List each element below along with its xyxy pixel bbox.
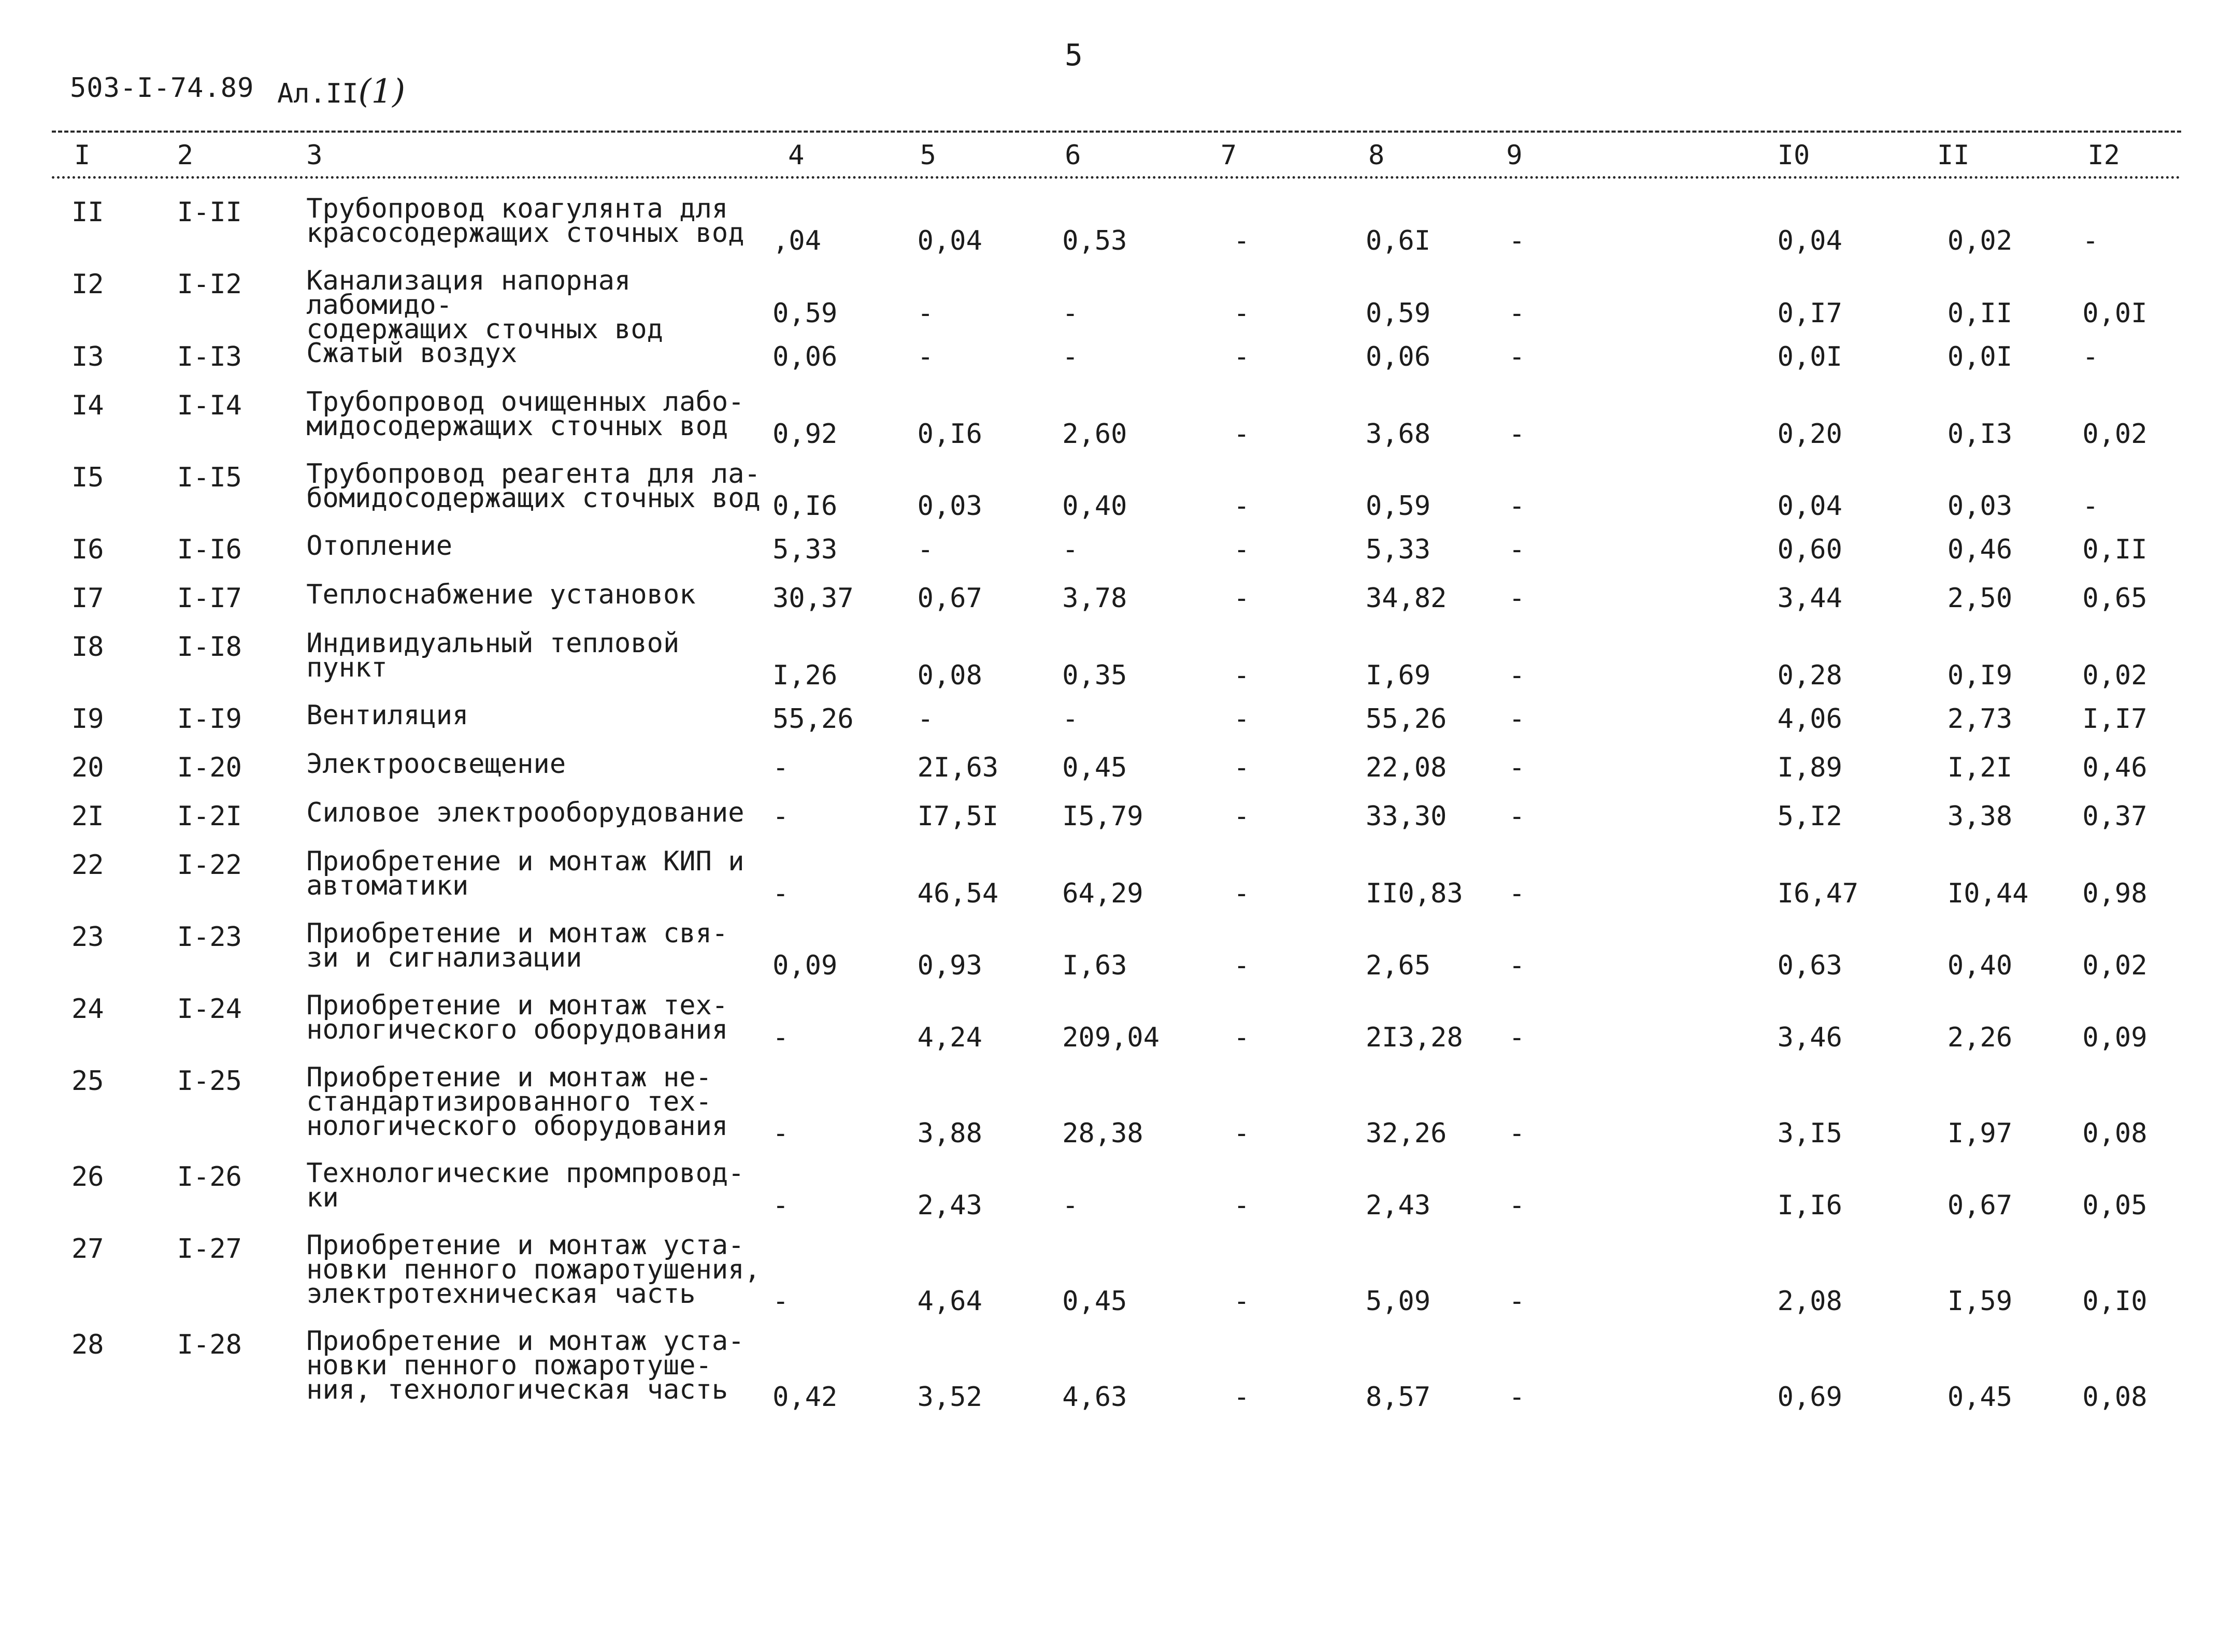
cell-col-10: 0,20 bbox=[1777, 419, 1842, 450]
row-name-line: Вентиляция bbox=[306, 700, 469, 731]
cell-col-8: 0,06 bbox=[1365, 341, 1431, 373]
cell-col-7: - bbox=[1233, 1022, 1250, 1054]
row-name-line: нологического оборудования bbox=[306, 1110, 728, 1142]
column-header: 3 bbox=[306, 140, 323, 171]
cell-col-4: 30,37 bbox=[772, 583, 854, 614]
cell-col-11: 2,73 bbox=[1947, 703, 2013, 735]
cell-col-7: - bbox=[1233, 950, 1250, 982]
cell-col-8: 2I3,28 bbox=[1365, 1022, 1463, 1054]
cell-col-6: 0,35 bbox=[1062, 660, 1127, 692]
cell-col-8: II0,83 bbox=[1365, 878, 1463, 910]
cell-col-7: - bbox=[1233, 660, 1250, 692]
row-name-line: зи и сигнализации bbox=[306, 942, 582, 974]
cell-col-6: I5,79 bbox=[1062, 801, 1143, 832]
cell-col-6: 64,29 bbox=[1062, 878, 1143, 910]
row-code: I-I7 bbox=[177, 583, 242, 614]
cell-col-8: 55,26 bbox=[1365, 703, 1447, 735]
cell-col-4: ,04 bbox=[772, 225, 822, 256]
cell-col-9: - bbox=[1509, 491, 1525, 522]
cell-col-6: 209,04 bbox=[1062, 1022, 1160, 1054]
column-header: 2 bbox=[177, 140, 194, 171]
row-name bbox=[306, 530, 772, 583]
cell-col-10: 0,60 bbox=[1777, 534, 1842, 566]
cell-col-11: I,59 bbox=[1947, 1286, 2013, 1317]
row-name-line: Приобретение и монтаж уста- bbox=[306, 1326, 744, 1357]
cell-col-11: 2,50 bbox=[1947, 583, 2013, 614]
cell-col-4: - bbox=[772, 1022, 789, 1054]
cell-col-10: 0,28 bbox=[1777, 660, 1842, 692]
cell-col-4: 0,I6 bbox=[772, 491, 838, 522]
cell-col-5: 0,03 bbox=[917, 491, 982, 522]
table-row bbox=[71, 752, 2234, 801]
row-number: I2 bbox=[71, 269, 104, 300]
column-header: I0 bbox=[1777, 140, 1810, 171]
row-name-line: Отопление bbox=[306, 530, 452, 562]
cell-col-6: - bbox=[1062, 703, 1079, 735]
cell-col-12: 0,09 bbox=[2082, 1022, 2147, 1054]
cell-col-7: - bbox=[1233, 703, 1250, 735]
row-name-line: электротехническая часть bbox=[306, 1278, 696, 1310]
row-name-line: новки пенного пожаротуше- bbox=[306, 1350, 712, 1382]
cell-col-11: I,97 bbox=[1947, 1118, 2013, 1150]
cell-col-4: - bbox=[772, 1286, 789, 1317]
cell-col-5: - bbox=[917, 534, 934, 566]
cell-col-6: I,63 bbox=[1062, 950, 1127, 982]
column-header: 6 bbox=[1065, 140, 1081, 171]
cell-col-9: - bbox=[1509, 298, 1525, 329]
cell-col-8: 8,57 bbox=[1365, 1382, 1431, 1413]
cell-col-9: - bbox=[1509, 225, 1525, 256]
cell-col-11: 3,38 bbox=[1947, 801, 2013, 832]
cell-col-11: 2,26 bbox=[1947, 1022, 2013, 1054]
row-number: 28 bbox=[71, 1329, 104, 1361]
table-row bbox=[71, 994, 2234, 1066]
row-name-line: Трубопровод коагулянта для bbox=[306, 193, 728, 224]
table-body bbox=[71, 177, 2234, 1425]
row-name bbox=[306, 458, 772, 534]
table-row bbox=[71, 462, 2234, 534]
row-name-line: содержащих сточных вод bbox=[306, 313, 663, 345]
cell-col-4: - bbox=[772, 1190, 789, 1222]
column-header: 4 bbox=[788, 140, 805, 171]
cell-col-5: 2I,63 bbox=[917, 752, 999, 784]
row-name bbox=[306, 1158, 772, 1233]
column-header: I2 bbox=[2087, 140, 2120, 171]
row-name-line: новки пенного пожаротушения, bbox=[306, 1254, 761, 1286]
cell-col-4: 5,33 bbox=[772, 534, 838, 566]
cell-col-10: 0,I7 bbox=[1777, 298, 1842, 329]
cell-col-12: 0,II bbox=[2082, 534, 2147, 566]
cell-col-11: 0,46 bbox=[1947, 534, 2013, 566]
row-name-line: Приобретение и монтаж уста- bbox=[306, 1230, 744, 1261]
cell-col-10: 4,06 bbox=[1777, 703, 1842, 735]
row-name bbox=[306, 700, 772, 752]
row-number: I3 bbox=[71, 341, 104, 373]
column-header-row bbox=[71, 134, 2234, 177]
row-code: I-28 bbox=[177, 1329, 242, 1361]
row-name-line: Индивидуальный тепловой bbox=[306, 628, 680, 659]
cell-col-7: - bbox=[1233, 752, 1250, 784]
cell-col-4: 0,06 bbox=[772, 341, 838, 373]
row-name-line: Приобретение и монтаж тех- bbox=[306, 990, 728, 1022]
cell-col-11: 0,02 bbox=[1947, 225, 2013, 256]
cell-col-6: 0,45 bbox=[1062, 1286, 1127, 1317]
cell-col-12: 0,37 bbox=[2082, 801, 2147, 832]
row-name-line: Трубопровод реагента для ла- bbox=[306, 458, 761, 490]
cell-col-6: - bbox=[1062, 1190, 1079, 1222]
cell-col-12: 0,98 bbox=[2082, 878, 2147, 910]
cell-col-9: - bbox=[1509, 341, 1525, 373]
cell-col-9: - bbox=[1509, 419, 1525, 450]
cell-col-5: 0,04 bbox=[917, 225, 982, 256]
cell-col-12: 0,0I bbox=[2082, 298, 2147, 329]
row-name-line: Приобретение и монтаж не- bbox=[306, 1062, 712, 1094]
cell-col-12: 0,02 bbox=[2082, 419, 2147, 450]
cell-col-5: 0,08 bbox=[917, 660, 982, 692]
cost-table bbox=[71, 134, 2234, 1425]
column-header: 9 bbox=[1506, 140, 1523, 171]
cell-col-11: 0,67 bbox=[1947, 1190, 2013, 1222]
cell-col-11: I0,44 bbox=[1947, 878, 2029, 910]
cell-col-9: - bbox=[1509, 1022, 1525, 1054]
row-name bbox=[306, 797, 772, 850]
row-number: I4 bbox=[71, 390, 104, 422]
row-name-line: пункт bbox=[306, 652, 388, 684]
row-name-line: Трубопровод очищенных лабо- bbox=[306, 386, 744, 418]
cell-col-10: 3,46 bbox=[1777, 1022, 1842, 1054]
row-number: 23 bbox=[71, 922, 104, 953]
table-row bbox=[71, 534, 2234, 583]
table-row bbox=[71, 850, 2234, 922]
page-number: 5 bbox=[1065, 37, 1083, 73]
cell-col-12: - bbox=[2082, 491, 2099, 522]
cell-col-6: 2,60 bbox=[1062, 419, 1127, 450]
cell-col-11: I,2I bbox=[1947, 752, 2013, 784]
table-row bbox=[71, 269, 2234, 341]
table-row bbox=[71, 583, 2234, 631]
cell-col-11: 0,0I bbox=[1947, 341, 2013, 373]
cell-col-8: 5,09 bbox=[1365, 1286, 1431, 1317]
cell-col-7: - bbox=[1233, 298, 1250, 329]
row-code: I-I9 bbox=[177, 703, 242, 735]
cell-col-12: 0,02 bbox=[2082, 950, 2147, 982]
row-number: I9 bbox=[71, 703, 104, 735]
cell-col-10: I6,47 bbox=[1777, 878, 1859, 910]
row-code: I-24 bbox=[177, 994, 242, 1025]
table-row bbox=[71, 1329, 2234, 1425]
cell-col-5: 0,I6 bbox=[917, 419, 982, 450]
row-code: I-I6 bbox=[177, 534, 242, 566]
cell-col-6: - bbox=[1062, 298, 1079, 329]
row-name bbox=[306, 265, 772, 345]
row-code: I-22 bbox=[177, 850, 242, 881]
cell-col-4: 55,26 bbox=[772, 703, 854, 735]
row-name-line: Приобретение и монтаж свя- bbox=[306, 918, 728, 950]
cell-col-4: 0,59 bbox=[772, 298, 838, 329]
cell-col-11: 0,40 bbox=[1947, 950, 2013, 982]
cell-col-8: 22,08 bbox=[1365, 752, 1447, 784]
cell-col-10: 0,63 bbox=[1777, 950, 1842, 982]
row-name bbox=[306, 990, 772, 1066]
cell-col-5: 0,67 bbox=[917, 583, 982, 614]
cell-col-5: 3,52 bbox=[917, 1382, 982, 1413]
column-header: II bbox=[1937, 140, 1970, 171]
row-code: I-I3 bbox=[177, 341, 242, 373]
cell-col-10: 0,04 bbox=[1777, 491, 1842, 522]
cell-col-5: I7,5I bbox=[917, 801, 999, 832]
row-number: 27 bbox=[71, 1233, 104, 1265]
cell-col-6: 3,78 bbox=[1062, 583, 1127, 614]
row-number: II bbox=[71, 197, 104, 228]
table-row bbox=[71, 1161, 2234, 1233]
cell-col-6: 4,63 bbox=[1062, 1382, 1127, 1413]
cell-col-5: 4,24 bbox=[917, 1022, 982, 1054]
row-name-line: Теплоснабжение установок bbox=[306, 579, 696, 611]
row-name-line: мидосодержащих сточных вод bbox=[306, 411, 728, 442]
cell-col-9: - bbox=[1509, 1286, 1525, 1317]
sheet-reference bbox=[277, 73, 405, 111]
cell-col-4: 0,42 bbox=[772, 1382, 838, 1413]
row-name bbox=[306, 846, 772, 922]
cell-col-10: 0,0I bbox=[1777, 341, 1842, 373]
cell-col-8: 0,59 bbox=[1365, 491, 1431, 522]
row-code: I-27 bbox=[177, 1233, 242, 1265]
cell-col-8: 34,82 bbox=[1365, 583, 1447, 614]
sheet-suffix: (1) bbox=[358, 73, 406, 111]
cell-col-6: 0,40 bbox=[1062, 491, 1127, 522]
row-code: I-I8 bbox=[177, 631, 242, 663]
row-number: 20 bbox=[71, 752, 104, 784]
cell-col-11: 0,I3 bbox=[1947, 419, 2013, 450]
row-number: I7 bbox=[71, 583, 104, 614]
cell-col-12: - bbox=[2082, 341, 2099, 373]
row-number: I5 bbox=[71, 462, 104, 494]
cell-col-9: - bbox=[1509, 1118, 1525, 1150]
cell-col-7: - bbox=[1233, 1190, 1250, 1222]
cell-col-12: I,I7 bbox=[2082, 703, 2147, 735]
cell-col-7: - bbox=[1233, 491, 1250, 522]
cell-col-8: 0,6I bbox=[1365, 225, 1431, 256]
cell-col-12: 0,46 bbox=[2082, 752, 2147, 784]
cell-col-6: 28,38 bbox=[1062, 1118, 1143, 1150]
row-number: I8 bbox=[71, 631, 104, 663]
row-name-line: стандартизированного тех- bbox=[306, 1086, 712, 1118]
row-name bbox=[306, 193, 772, 269]
row-number: 24 bbox=[71, 994, 104, 1025]
row-name-line: нологического оборудования bbox=[306, 1014, 728, 1046]
cell-col-8: 2,43 bbox=[1365, 1190, 1431, 1222]
column-header: 8 bbox=[1368, 140, 1385, 171]
table-row bbox=[71, 703, 2234, 752]
row-code: I-23 bbox=[177, 922, 242, 953]
row-name-line: Сжатый воздух bbox=[306, 338, 518, 369]
row-number: 2I bbox=[71, 801, 104, 832]
table-row bbox=[71, 922, 2234, 994]
row-name bbox=[306, 1326, 772, 1425]
row-name-line: Технологические промпровод- bbox=[306, 1158, 744, 1189]
cell-col-7: - bbox=[1233, 419, 1250, 450]
cell-col-12: 0,65 bbox=[2082, 583, 2147, 614]
table-row bbox=[71, 390, 2234, 462]
row-name bbox=[306, 386, 772, 462]
cell-col-7: - bbox=[1233, 583, 1250, 614]
cell-col-10: 0,04 bbox=[1777, 225, 1842, 256]
row-name-line: Силовое электрооборудование bbox=[306, 797, 744, 829]
cell-col-8: 33,30 bbox=[1365, 801, 1447, 832]
cell-col-7: - bbox=[1233, 1382, 1250, 1413]
row-name-line: ки bbox=[306, 1182, 339, 1214]
row-number: 22 bbox=[71, 850, 104, 881]
cell-col-11: 0,II bbox=[1947, 298, 2013, 329]
cell-col-4: 0,09 bbox=[772, 950, 838, 982]
row-name bbox=[306, 918, 772, 994]
cell-col-11: 0,45 bbox=[1947, 1382, 2013, 1413]
cell-col-7: - bbox=[1233, 1118, 1250, 1150]
cell-col-12: 0,05 bbox=[2082, 1190, 2147, 1222]
row-number: 26 bbox=[71, 1161, 104, 1193]
table-row bbox=[71, 1233, 2234, 1329]
cell-col-8: 0,59 bbox=[1365, 298, 1431, 329]
row-name bbox=[306, 1230, 772, 1329]
cell-col-9: - bbox=[1509, 878, 1525, 910]
cell-col-10: I,I6 bbox=[1777, 1190, 1842, 1222]
cell-col-10: 2,08 bbox=[1777, 1286, 1842, 1317]
cell-col-11: 0,I9 bbox=[1947, 660, 2013, 692]
cell-col-4: - bbox=[772, 801, 789, 832]
sheet-prefix: Ал.II bbox=[277, 78, 359, 109]
row-number: 25 bbox=[71, 1066, 104, 1097]
row-name bbox=[306, 628, 772, 703]
cell-col-12: - bbox=[2082, 225, 2099, 256]
cell-col-9: - bbox=[1509, 801, 1525, 832]
row-name-line: бомидосодержащих сточных вод bbox=[306, 483, 761, 514]
table-row bbox=[71, 1066, 2234, 1161]
cell-col-9: - bbox=[1509, 660, 1525, 692]
cell-col-4: - bbox=[772, 752, 789, 784]
row-name-line: ния, технологическая часть bbox=[306, 1374, 728, 1405]
cell-col-8: 2,65 bbox=[1365, 950, 1431, 982]
row-code: I-I2 bbox=[177, 269, 242, 300]
row-number: I6 bbox=[71, 534, 104, 566]
cell-col-6: 0,53 bbox=[1062, 225, 1127, 256]
cell-col-4: I,26 bbox=[772, 660, 838, 692]
cell-col-12: 0,02 bbox=[2082, 660, 2147, 692]
cell-col-4: - bbox=[772, 1118, 789, 1150]
cell-col-10: 5,I2 bbox=[1777, 801, 1842, 832]
cell-col-9: - bbox=[1509, 534, 1525, 566]
column-header: 5 bbox=[920, 140, 936, 171]
cell-col-9: - bbox=[1509, 703, 1525, 735]
cell-col-10: 3,44 bbox=[1777, 583, 1842, 614]
cell-col-9: - bbox=[1509, 1190, 1525, 1222]
cell-col-7: - bbox=[1233, 1286, 1250, 1317]
row-name bbox=[306, 749, 772, 801]
row-name-line: Канализация напорная лабомидо- bbox=[306, 265, 631, 321]
cell-col-10: I,89 bbox=[1777, 752, 1842, 784]
cell-col-11: 0,03 bbox=[1947, 491, 2013, 522]
cell-col-5: 3,88 bbox=[917, 1118, 982, 1150]
table-row bbox=[71, 801, 2234, 850]
row-name-line: Электроосвещение bbox=[306, 749, 566, 780]
cell-col-7: - bbox=[1233, 341, 1250, 373]
cell-col-9: - bbox=[1509, 583, 1525, 614]
row-code: I-2I bbox=[177, 801, 242, 832]
row-code: I-26 bbox=[177, 1161, 242, 1193]
cell-col-12: 0,08 bbox=[2082, 1382, 2147, 1413]
cell-col-12: 0,I0 bbox=[2082, 1286, 2147, 1317]
cell-col-8: I,69 bbox=[1365, 660, 1431, 692]
row-code: I-25 bbox=[177, 1066, 242, 1097]
cell-col-5: 0,93 bbox=[917, 950, 982, 982]
cell-col-7: - bbox=[1233, 534, 1250, 566]
cell-col-5: 2,43 bbox=[917, 1190, 982, 1222]
row-name-line: Приобретение и монтаж КИП и bbox=[306, 846, 744, 878]
cell-col-5: - bbox=[917, 703, 934, 735]
cell-col-4: - bbox=[772, 878, 789, 910]
cell-col-9: - bbox=[1509, 752, 1525, 784]
cell-col-6: 0,45 bbox=[1062, 752, 1127, 784]
table-row bbox=[71, 197, 2234, 269]
table-row bbox=[71, 341, 2234, 390]
cell-col-5: - bbox=[917, 341, 934, 373]
document-code: 503-I-74.89 bbox=[70, 73, 254, 104]
cell-col-8: 5,33 bbox=[1365, 534, 1431, 566]
cell-col-5: 4,64 bbox=[917, 1286, 982, 1317]
column-header: I bbox=[74, 140, 91, 171]
cell-col-5: - bbox=[917, 298, 934, 329]
cell-col-7: - bbox=[1233, 878, 1250, 910]
cell-col-8: 3,68 bbox=[1365, 419, 1431, 450]
cell-col-5: 46,54 bbox=[917, 878, 999, 910]
cell-col-7: - bbox=[1233, 801, 1250, 832]
cell-col-9: - bbox=[1509, 950, 1525, 982]
row-name-line: красосодержащих сточных вод bbox=[306, 217, 744, 249]
cell-col-12: 0,08 bbox=[2082, 1118, 2147, 1150]
row-name bbox=[306, 1062, 772, 1161]
row-name-line: автоматики bbox=[306, 870, 469, 902]
cell-col-4: 0,92 bbox=[772, 419, 838, 450]
row-code: I-20 bbox=[177, 752, 242, 784]
cell-col-8: 32,26 bbox=[1365, 1118, 1447, 1150]
row-code: I-I4 bbox=[177, 390, 242, 422]
row-code: I-II bbox=[177, 197, 242, 228]
row-code: I-I5 bbox=[177, 462, 242, 494]
cell-col-9: - bbox=[1509, 1382, 1525, 1413]
cell-col-7: - bbox=[1233, 225, 1250, 256]
row-name bbox=[306, 579, 772, 631]
cell-col-6: - bbox=[1062, 534, 1079, 566]
cell-col-10: 0,69 bbox=[1777, 1382, 1842, 1413]
header-top-rule bbox=[52, 131, 2181, 133]
row-name bbox=[306, 338, 772, 390]
table-row bbox=[71, 631, 2234, 703]
cell-col-6: - bbox=[1062, 341, 1079, 373]
column-header: 7 bbox=[1220, 140, 1237, 171]
cell-col-10: 3,I5 bbox=[1777, 1118, 1842, 1150]
